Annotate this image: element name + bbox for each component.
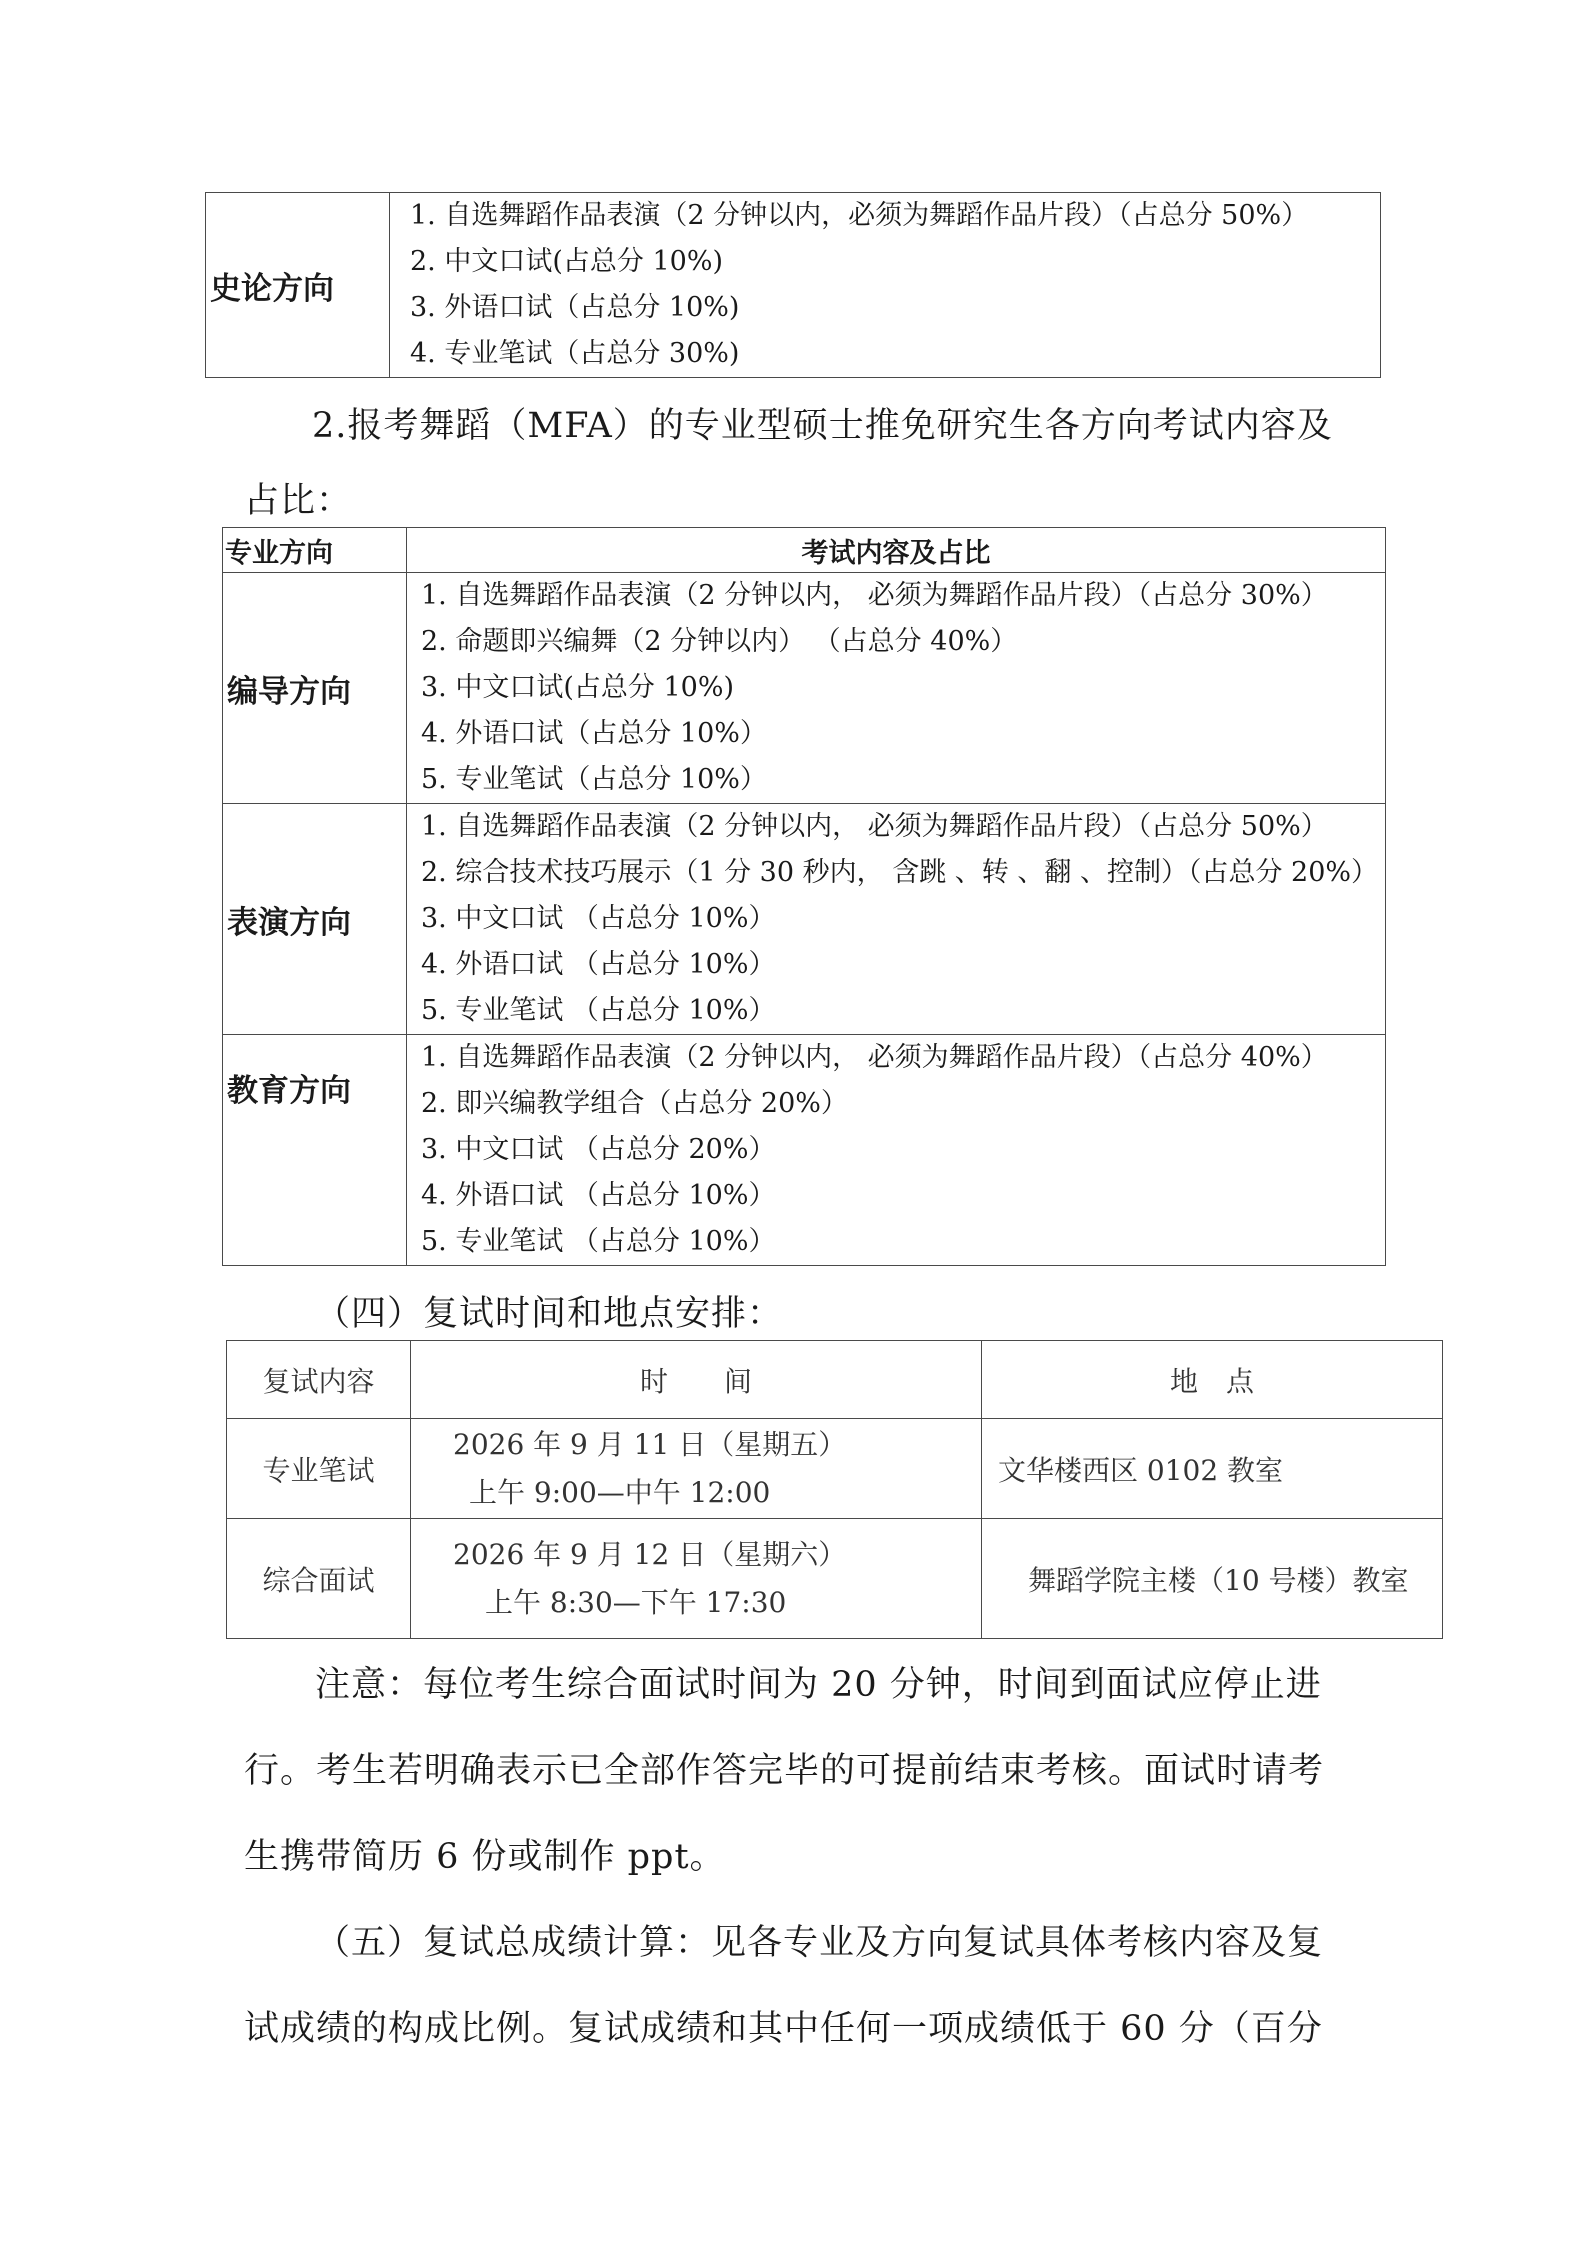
exam-place: 文华楼西区 0102 教室	[982, 1419, 1443, 1519]
table-row	[206, 193, 1381, 378]
exam-time: 2026 年 9 月 11 日（星期五） 上午 9:00—中午 12:00	[411, 1419, 982, 1519]
section-5-line: 试成绩的构成比例。复试成绩和其中任何一项成绩低于 60 分（百分	[244, 2009, 1323, 2049]
note-line: 行。考生若明确表示已全部作答完毕的可提前结束考核。面试时请考	[244, 1751, 1325, 1791]
list-item: 5. 专业笔试 （占总分 10%）	[421, 1226, 776, 1257]
section-5-line: （五）复试总成绩计算：见各专业及方向复试具体考核内容及复	[315, 1923, 1324, 1963]
direction-cell	[206, 193, 390, 378]
items-cell	[407, 573, 1386, 804]
direction-cell: 教育方向	[223, 1035, 407, 1266]
exam-content: 专业笔试	[227, 1419, 411, 1519]
list-item: 3. 外语口试（占总分 10%)	[410, 292, 740, 323]
table-mfa	[222, 527, 1386, 1266]
table-history-theory	[205, 192, 1381, 378]
direction-cell: 编导方向	[223, 573, 407, 804]
items-cell	[390, 193, 1381, 378]
items-cell	[407, 1035, 1386, 1266]
heading-mfa: 2.报考舞蹈（MFA）的专业型硕士推免研究生各方向考试内容及	[312, 406, 1333, 446]
list-item: 5. 专业笔试 （占总分 10%）	[421, 995, 776, 1026]
header-place: 地 点	[982, 1341, 1443, 1419]
table-row	[223, 573, 1386, 804]
exam-time: 2026 年 9 月 12 日（星期六） 上午 8:30—下午 17:30	[411, 1519, 982, 1639]
list-item: 2. 即兴编教学组合（占总分 20%）	[421, 1088, 848, 1119]
heading-mfa-cont: 占比：	[244, 481, 353, 521]
table-header-row	[227, 1341, 1443, 1419]
list-item: 2. 中文口试(占总分 10%)	[410, 246, 724, 277]
header-content: 复试内容	[227, 1341, 411, 1419]
items-cell	[407, 804, 1386, 1035]
direction-cell: 表演方向	[223, 804, 407, 1035]
list-item: 1. 自选舞蹈作品表演（2 分钟以内， 必须为舞蹈作品片段）（占总分 50%）	[421, 811, 1328, 842]
table-row	[223, 804, 1386, 1035]
table-row	[223, 1035, 1386, 1266]
list-item: 1. 自选舞蹈作品表演（2 分钟以内， 必须为舞蹈作品片段）（占总分 40%）	[421, 1042, 1328, 1073]
exam-content: 综合面试	[227, 1519, 411, 1639]
list-item: 2. 命题即兴编舞（2 分钟以内） （占总分 40%）	[421, 626, 1018, 657]
list-item: 3. 中文口试 （占总分 10%）	[421, 903, 776, 934]
table-row	[227, 1419, 1443, 1519]
list-item: 1. 自选舞蹈作品表演（2 分钟以内，必须为舞蹈作品片段）（占总分 50%）	[410, 200, 1309, 231]
list-item: 3. 中文口试(占总分 10%)	[421, 672, 735, 703]
list-item: 4. 外语口试 （占总分 10%）	[421, 1180, 776, 1211]
note-line: 注意：每位考生综合面试时间为 20 分钟，时间到面试应停止进	[315, 1665, 1322, 1705]
table-row	[227, 1519, 1443, 1639]
section-4-title: （四）复试时间和地点安排：	[315, 1294, 784, 1334]
direction-label: 史论方向	[210, 270, 334, 307]
list-item: 3. 中文口试 （占总分 20%）	[421, 1134, 776, 1165]
note-line: 生携带简历 6 份或制作 ppt。	[244, 1837, 726, 1877]
list-item: 5. 专业笔试（占总分 10%）	[421, 764, 767, 795]
header-direction: 专业方向	[223, 528, 407, 573]
header-time: 时 间	[411, 1341, 982, 1419]
list-item: 1. 自选舞蹈作品表演（2 分钟以内， 必须为舞蹈作品片段）（占总分 30%）	[421, 580, 1328, 611]
list-item: 2. 综合技术技巧展示（1 分 30 秒内， 含跳 、转 、翻 、控制）（占总分 20%）	[421, 857, 1379, 888]
list-item: 4. 外语口试（占总分 10%）	[421, 718, 767, 749]
exam-place: 舞蹈学院主楼（10 号楼）教室	[982, 1519, 1443, 1639]
header-content: 考试内容及占比	[407, 528, 1386, 573]
table-header-row	[223, 528, 1386, 573]
schedule-table	[226, 1340, 1443, 1639]
list-item: 4. 外语口试 （占总分 10%）	[421, 949, 776, 980]
list-item: 4. 专业笔试（占总分 30%)	[410, 338, 740, 369]
